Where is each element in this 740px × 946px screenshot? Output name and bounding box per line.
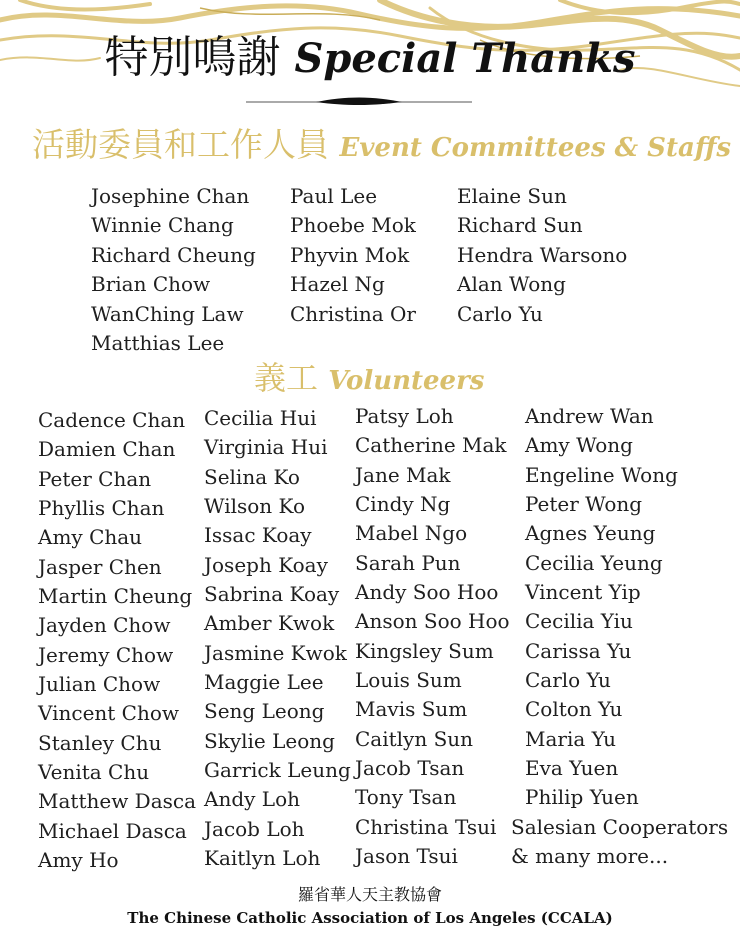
volunteer-name: Cecilia Yiu: [525, 609, 633, 634]
volunteer-name: Jayden Chow: [38, 613, 171, 638]
volunteer-name: Catherine Mak: [355, 433, 507, 458]
volunteer-name: Andy Loh: [204, 787, 300, 812]
volunteer-name: Engeline Wong: [525, 462, 678, 487]
volunteer-name: Louis Sum: [355, 668, 462, 693]
volunteer-name: Carlo Yu: [525, 668, 611, 693]
committee-member: Brian Chow: [91, 272, 211, 297]
volunteer-name: Christina Tsui: [355, 814, 497, 839]
committee-member: Richard Sun: [457, 213, 583, 238]
volunteers-heading-english: Volunteers: [328, 366, 485, 396]
volunteer-name: Damien Chan: [38, 437, 176, 462]
volunteers-heading: [254, 359, 485, 397]
footer-organization-chinese: 羅省華人天主教協會: [297, 885, 442, 904]
committee-member: Hendra Warsono: [457, 242, 628, 267]
volunteer-name: Kaitlyn Loh: [204, 846, 321, 871]
volunteer-name: Kingsley Sum: [355, 638, 494, 663]
committee-column-2: [290, 182, 416, 329]
volunteer-name: Phyllis Chan: [38, 496, 165, 521]
committee-member: Phyvin Mok: [290, 242, 410, 267]
volunteer-name: Amy Ho: [38, 848, 119, 873]
volunteer-name: Agnes Yeung: [525, 521, 656, 546]
volunteer-column-3: [355, 402, 510, 872]
volunteer-name: Cecilia Yeung: [525, 550, 663, 575]
ornamental-divider: [246, 92, 472, 110]
volunteer-name: Matthew Dasca: [38, 789, 197, 814]
volunteer-name: Jeremy Chow: [38, 642, 174, 667]
committee-member: Matthias Lee: [91, 330, 225, 355]
volunteer-name: Wilson Ko: [204, 494, 305, 519]
volunteer-name: Tony Tsan: [355, 785, 457, 810]
volunteer-name: Eva Yuen: [525, 756, 619, 781]
volunteer-name: Vincent Chow: [38, 701, 180, 726]
volunteer-name: Jane Mak: [355, 462, 451, 487]
volunteer-name: Peter Wong: [525, 492, 643, 517]
footer-organization-english: The Chinese Catholic Association of Los Angeles (CCALA): [127, 909, 613, 927]
volunteer-name: Colton Yu: [525, 697, 623, 722]
volunteer-name: Sarah Pun: [355, 550, 461, 575]
volunteer-column-2: [204, 404, 351, 874]
committee-member: Richard Cheung: [91, 242, 256, 267]
volunteer-name: Jasper Chen: [38, 554, 162, 579]
volunteer-name: Jasmine Kwok: [204, 640, 347, 665]
committee-column-3: [457, 182, 627, 329]
volunteer-name: Carissa Yu: [525, 638, 632, 663]
volunteer-name: Anson Soo Hoo: [355, 609, 510, 634]
committee-member: Winnie Chang: [91, 213, 234, 238]
committee-heading-chinese: 活動委員和工作人員: [32, 125, 329, 164]
volunteer-name: Mabel Ngo: [355, 521, 468, 546]
volunteer-name: Michael Dasca: [38, 818, 187, 843]
committee-member: Phoebe Mok: [290, 213, 416, 238]
committee-member: Alan Wong: [457, 272, 566, 297]
committee-member: Josephine Chan: [91, 184, 250, 208]
volunteer-name: Skylie Leong: [204, 728, 335, 753]
volunteer-name: Issac Koay: [204, 523, 312, 548]
committee-member: Christina Or: [290, 301, 416, 326]
volunteer-name: Seng Leong: [204, 699, 325, 724]
volunteer-name: Julian Chow: [38, 672, 161, 697]
committee-member: Hazel Ng: [290, 272, 385, 297]
volunteer-name: Jacob Loh: [204, 816, 305, 841]
volunteer-column-4: [511, 402, 729, 872]
volunteer-name: & many more...: [511, 844, 669, 869]
volunteer-name: Philip Yuen: [525, 785, 639, 810]
committee-column-1: [91, 182, 256, 358]
committee-member: Elaine Sun: [457, 184, 567, 208]
volunteer-name: Cecilia Hui: [204, 406, 317, 430]
volunteer-name: Stanley Chu: [38, 730, 162, 755]
volunteer-name: Garrick Leung: [204, 758, 351, 783]
committee-heading: [32, 125, 731, 164]
volunteer-name: Amy Chau: [38, 525, 143, 550]
volunteer-name: Andy Soo Hoo: [355, 580, 499, 605]
committee-member: Carlo Yu: [457, 301, 543, 326]
committee-member: Paul Lee: [290, 184, 378, 208]
volunteer-column-1: [38, 406, 196, 876]
volunteer-name: Selina Ko: [204, 464, 300, 489]
volunteer-name: Virginia Hui: [204, 435, 328, 460]
volunteer-name: Jacob Tsan: [355, 756, 465, 781]
volunteer-name: Martin Cheung: [38, 584, 193, 609]
title-chinese: 特別鳴謝: [104, 32, 281, 83]
committee-member: WanChing Law: [91, 301, 244, 326]
volunteer-name: Venita Chu: [38, 760, 150, 785]
volunteer-name: Vincent Yip: [525, 580, 641, 605]
volunteer-name: Mavis Sum: [355, 697, 468, 722]
volunteer-name: Sabrina Koay: [204, 582, 340, 607]
volunteer-name: Cadence Chan: [38, 408, 186, 432]
volunteer-name: Cindy Ng: [355, 492, 451, 517]
page-title: [0, 32, 740, 83]
committee-heading-english: Event Committees & Staffs: [339, 133, 731, 163]
volunteer-name: Maria Yu: [525, 726, 616, 751]
volunteer-name: Jason Tsui: [355, 844, 458, 869]
volunteer-name: Amber Kwok: [204, 611, 335, 636]
volunteer-name: Maggie Lee: [204, 670, 324, 695]
volunteer-name: Amy Wong: [525, 433, 633, 458]
volunteers-heading-chinese: 義工: [254, 359, 319, 397]
title-english: Special Thanks: [294, 35, 636, 82]
volunteer-name: Patsy Loh: [355, 404, 454, 428]
volunteer-name: Peter Chan: [38, 466, 152, 491]
volunteer-name: Caitlyn Sun: [355, 726, 474, 751]
volunteer-name: Salesian Cooperators: [511, 814, 729, 839]
volunteer-name: Andrew Wan: [525, 404, 654, 428]
volunteer-name: Joseph Koay: [204, 552, 328, 577]
